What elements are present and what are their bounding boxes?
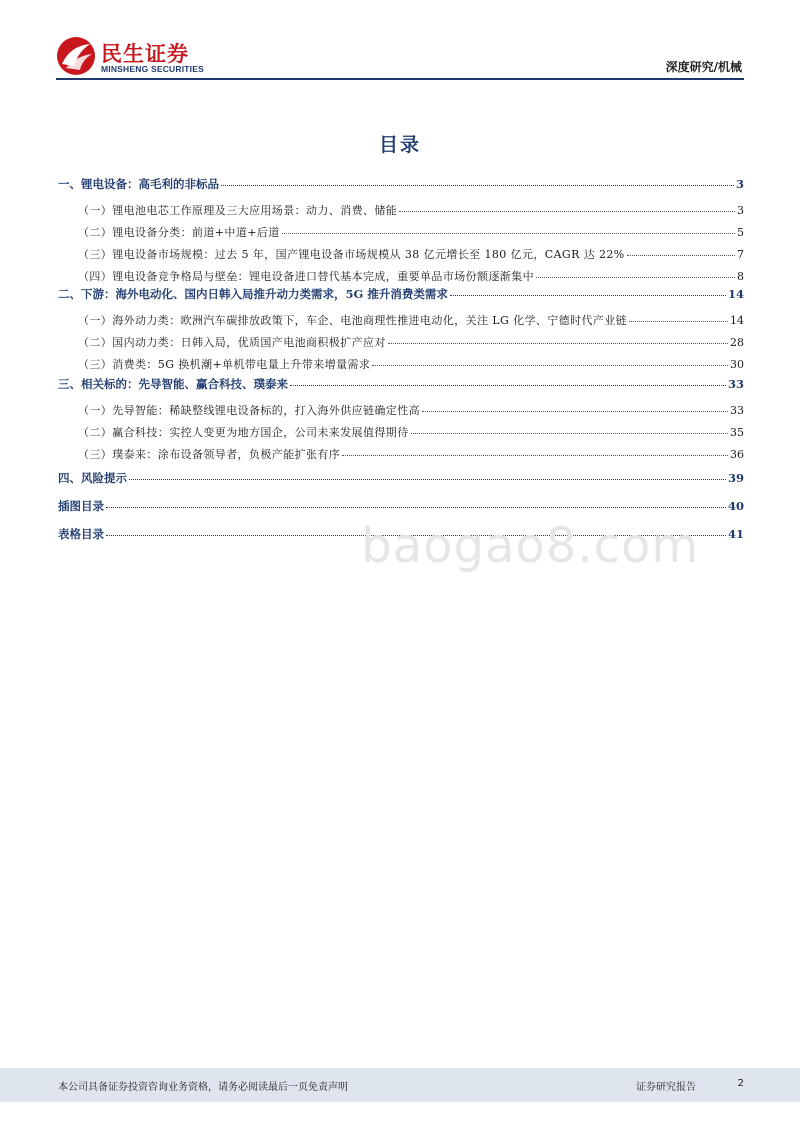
- toc-entry-page: 3: [735, 177, 744, 191]
- footer-disclaimer: 本公司具备证券投资咨询业务资格，请务必阅读最后一页免责声明: [58, 1082, 348, 1093]
- toc-entry-label: 三、相关标的：先导智能、赢合科技、璞泰来: [58, 377, 288, 391]
- toc-entry-label: 二、下游：海外电动化、国内日韩入局推升动力类需求，5G 推升消费类需求: [58, 287, 448, 301]
- toc-entry[interactable]: [58, 176, 744, 192]
- toc-entry-page: 41: [727, 527, 744, 541]
- toc-leader-dots: [342, 455, 728, 456]
- toc-entry-page: 35: [730, 426, 744, 439]
- toc-entry-label: （一）先导智能：稀缺整线锂电设备标的，打入海外供应链确定性高: [78, 404, 420, 417]
- toc-entry-label: 一、锂电设备：高毛利的非标品: [58, 177, 219, 191]
- toc-leader-dots: [627, 255, 735, 256]
- toc-entry[interactable]: [58, 224, 744, 240]
- toc-entry[interactable]: [58, 498, 744, 514]
- toc-entry[interactable]: [58, 202, 744, 218]
- toc-leader-dots: [629, 321, 728, 322]
- page-header: [0, 0, 800, 80]
- logo-english-name: MINSHENG SECURITIES: [101, 64, 204, 74]
- toc-entry[interactable]: [58, 268, 744, 284]
- minsheng-logo-icon: [56, 36, 96, 76]
- toc-entry[interactable]: [58, 376, 744, 392]
- toc-leader-dots: [282, 233, 735, 234]
- toc-leader-dots: [536, 277, 735, 278]
- toc-title: 目录: [378, 134, 421, 156]
- toc-entry-page: 5: [737, 226, 744, 239]
- toc-entry-label: （一）海外动力类：欧洲汽车碳排放政策下，车企、电池商理性推进电动化，关注 LG 化学、宁德时代产业链: [78, 314, 628, 327]
- toc-entry[interactable]: [58, 470, 744, 486]
- toc-leader-dots: [221, 185, 734, 186]
- toc-entry-label: 表格目录: [58, 527, 104, 541]
- toc-leader-dots: [450, 295, 726, 296]
- toc-entry-page: 14: [727, 287, 744, 301]
- toc-entry[interactable]: [58, 286, 744, 302]
- toc-entry-page: 7: [737, 248, 744, 261]
- toc-leader-dots: [106, 507, 726, 508]
- toc-entry-page: 40: [727, 499, 744, 513]
- toc-entry-page: 36: [730, 448, 744, 461]
- toc-entry-page: 33: [727, 377, 744, 391]
- company-logo: [56, 36, 256, 80]
- toc-entry[interactable]: [58, 446, 744, 462]
- toc-entry-label: （二）锂电设备分类：前道+中道+后道: [78, 226, 280, 239]
- toc-leader-dots: [388, 343, 728, 344]
- toc-leader-dots: [129, 479, 726, 480]
- toc-entry-label: （二）国内动力类：日韩入局，优质国产电池商积极扩产应对: [78, 336, 386, 349]
- toc-leader-dots: [399, 211, 735, 212]
- toc-leader-dots: [290, 385, 726, 386]
- header-divider: [56, 78, 744, 80]
- toc-entry-label: 四、风险提示: [58, 471, 127, 485]
- toc-entry-label: （三）消费类：5G 换机潮+单机带电量上升带来增量需求: [78, 358, 371, 371]
- toc-entry-label: （三）锂电设备市场规模：过去 5 年，国产锂电设备市场规模从 38 亿元增长至 180 亿元，CAGR 达 22%: [78, 248, 625, 261]
- toc-entry[interactable]: [58, 334, 744, 350]
- toc-entry-page: 8: [737, 270, 744, 283]
- watermark: baogao8.com: [361, 518, 700, 574]
- toc-entry-label: （一）锂电池电芯工作原理及三大应用场景：动力、消费、储能: [78, 204, 398, 217]
- toc-entry-label: （三）璞泰来：涂布设备领导者，负极产能扩张有序: [78, 448, 341, 461]
- report-category: 深度研究/机械: [665, 60, 742, 74]
- toc-entry-page: 28: [730, 336, 744, 349]
- toc-entry[interactable]: [58, 424, 744, 440]
- toc-entry[interactable]: [58, 356, 744, 372]
- toc-entry-label: 插图目录: [58, 499, 104, 513]
- toc-entry-page: 39: [727, 471, 744, 485]
- toc-leader-dots: [372, 365, 728, 366]
- toc-entry[interactable]: [58, 402, 744, 418]
- footer-doc-type: 证券研究报告: [636, 1082, 696, 1093]
- toc-entry[interactable]: [58, 246, 744, 262]
- toc-leader-dots: [422, 411, 728, 412]
- footer-page-number: 2: [737, 1078, 744, 1089]
- toc-entry-label: （四）锂电设备竞争格局与壁垒：锂电设备进口替代基本完成，重要单品市场份额逐渐集中: [78, 270, 534, 283]
- toc-entry-label: （二）赢合科技：实控人变更为地方国企，公司未来发展值得期待: [78, 426, 409, 439]
- toc-leader-dots: [411, 433, 728, 434]
- toc-entry-page: 3: [737, 204, 744, 217]
- toc-entry-page: 14: [730, 314, 744, 327]
- toc-entry-page: 33: [730, 404, 744, 417]
- logo-chinese-name: 民生证券: [101, 42, 189, 66]
- toc-entry[interactable]: [58, 312, 744, 328]
- toc-entry-page: 30: [730, 358, 744, 371]
- page-footer: [0, 1068, 800, 1102]
